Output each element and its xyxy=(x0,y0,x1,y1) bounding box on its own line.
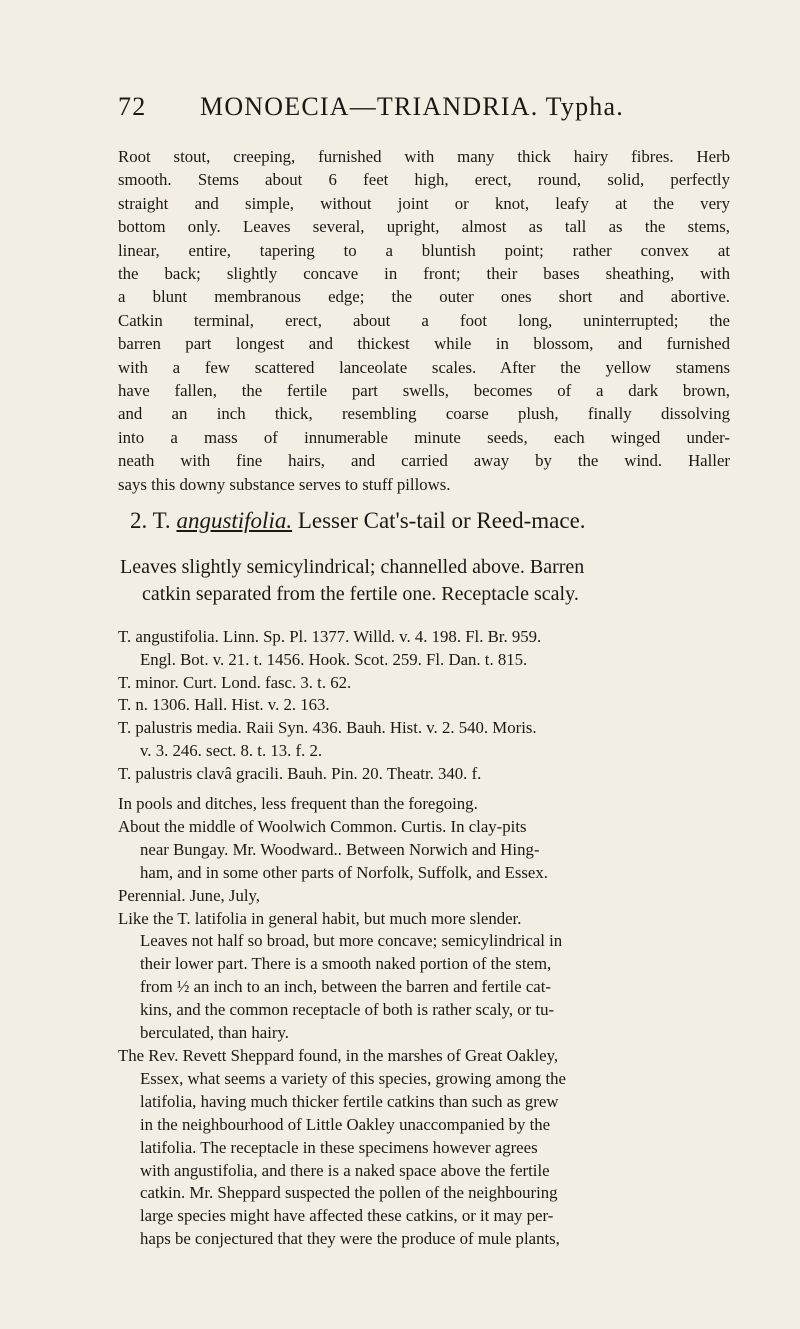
notes-line: from ½ an inch to an inch, between the barren and fertile cat- xyxy=(140,977,551,997)
synonym-continuation: Engl. Bot. v. 21. t. 1456. Hook. Scot. 259. Fl. Dan. t. 815. xyxy=(140,649,528,669)
synonym-entry: T. minor. Curt. Lond. fasc. 3. t. 62. xyxy=(118,672,352,692)
description-line: linear, entire, tapering to a bluntish point; rather convex at xyxy=(118,240,730,260)
running-title: MONOECIA—TRIANDRIA. Typha. xyxy=(200,92,624,121)
synonymy xyxy=(118,626,730,786)
species-genus: T. xyxy=(152,508,171,533)
notes-line: Leaves not half so broad, but more concave; semicylindrical in xyxy=(140,931,563,951)
notes-line: The Rev. Revett Sheppard found, in the marshes of Great Oakley, xyxy=(118,1045,559,1065)
synonym-entry: T. palustris clavâ gracili. Bauh. Pin. 20. Theatr. 340. f. xyxy=(118,763,482,783)
notes-line: catkin. Mr. Sheppard suspected the pollen of the neighbouring xyxy=(140,1183,558,1203)
description-line: the back; slightly concave in front; their bases sheathing, with xyxy=(118,264,730,284)
description-line: Catkin terminal, erect, about a foot long, uninterrupted; the xyxy=(118,310,730,330)
notes-line: with angustifolia, and there is a naked space above the fertile xyxy=(140,1160,550,1180)
notes-line: ham, and in some other parts of Norfolk, Suffolk, and Essex. xyxy=(140,862,548,882)
description-line: Root stout, creeping, furnished with many thick hairy fibres. Herb xyxy=(118,147,730,166)
description-line: barren part longest and thickest while in blossom, and furnished xyxy=(118,334,730,354)
notes-line: near Bungay. Mr. Woodward.. Between Norwich and Hing- xyxy=(140,839,540,859)
notes-line: Perennial. June, July, xyxy=(118,885,260,905)
habitat-notes xyxy=(118,793,730,1251)
notes-line: berculated, than hairy. xyxy=(140,1023,289,1043)
species-common-name: Lesser Cat's-tail or Reed-mace. xyxy=(297,508,586,533)
notes-line: latifolia. The receptacle in these specimens however agrees xyxy=(140,1137,538,1157)
synonym-continuation: v. 3. 246. sect. 8. t. 13. f. 2. xyxy=(140,740,323,760)
notes-line: their lower part. There is a smooth naked portion of the stem, xyxy=(140,954,552,974)
notes-line: Like the T. latifolia in general habit, but much more slender. xyxy=(118,908,522,928)
page-header xyxy=(118,92,720,126)
description-line: have fallen, the fertile part swells, becomes of a dark brown, xyxy=(118,381,730,401)
description-line: into a mass of innumerable minute seeds, each winged under- xyxy=(118,427,730,447)
notes-line: in the neighbourhood of Little Oakley unaccompanied by the xyxy=(140,1114,551,1134)
description-line: a blunt membranous edge; the outer ones short and abortive. xyxy=(118,287,730,307)
species-diagnosis xyxy=(120,554,730,608)
page-number: 72 xyxy=(118,92,147,121)
species-description xyxy=(118,145,730,496)
species-heading xyxy=(130,508,730,534)
description-line: and an inch thick, resembling coarse plush, finally dissolving xyxy=(118,404,730,424)
description-line: says this downy substance serves to stuff pillows. xyxy=(118,474,451,494)
notes-line: In pools and ditches, less frequent than the foregoing. xyxy=(118,794,478,813)
species-number: 2. xyxy=(130,508,148,533)
species-epithet: angustifolia. xyxy=(176,508,293,533)
diagnosis-line: Leaves slightly semicylindrical; channelled above. Barren xyxy=(120,556,585,578)
diagnosis-line: catkin separated from the fertile one. Receptacle scaly. xyxy=(142,583,579,605)
synonym-entry: T. angustifolia. Linn. Sp. Pl. 1377. Willd. v. 4. 198. Fl. Br. 959. xyxy=(118,627,542,646)
synonym-entry: T. n. 1306. Hall. Hist. v. 2. 163. xyxy=(118,695,330,715)
description-line: straight and simple, without joint or knot, leafy at the very xyxy=(118,193,730,213)
description-line: neath with fine hairs, and carried away by the wind. Haller xyxy=(118,451,730,471)
synonym-entry: T. palustris media. Raii Syn. 436. Bauh. Hist. v. 2. 540. Moris. xyxy=(118,718,537,738)
notes-line: haps be conjectured that they were the produce of mule plants, xyxy=(140,1229,560,1249)
description-line: smooth. Stems about 6 feet high, erect, round, solid, perfectly xyxy=(118,170,730,190)
description-line: bottom only. Leaves several, upright, almost as tall as the stems, xyxy=(118,217,730,237)
notes-line: kins, and the common receptacle of both is rather scaly, or tu- xyxy=(140,1000,555,1020)
notes-line: large species might have affected these catkins, or it may per- xyxy=(140,1206,554,1226)
notes-line: Essex, what seems a variety of this species, growing among the xyxy=(140,1068,566,1088)
description-line: with a few scattered lanceolate scales. After the yellow stamens xyxy=(118,357,730,377)
notes-line: About the middle of Woolwich Common. Curtis. In clay-pits xyxy=(118,816,527,836)
notes-line: latifolia, having much thicker fertile catkins than such as grew xyxy=(140,1091,559,1111)
